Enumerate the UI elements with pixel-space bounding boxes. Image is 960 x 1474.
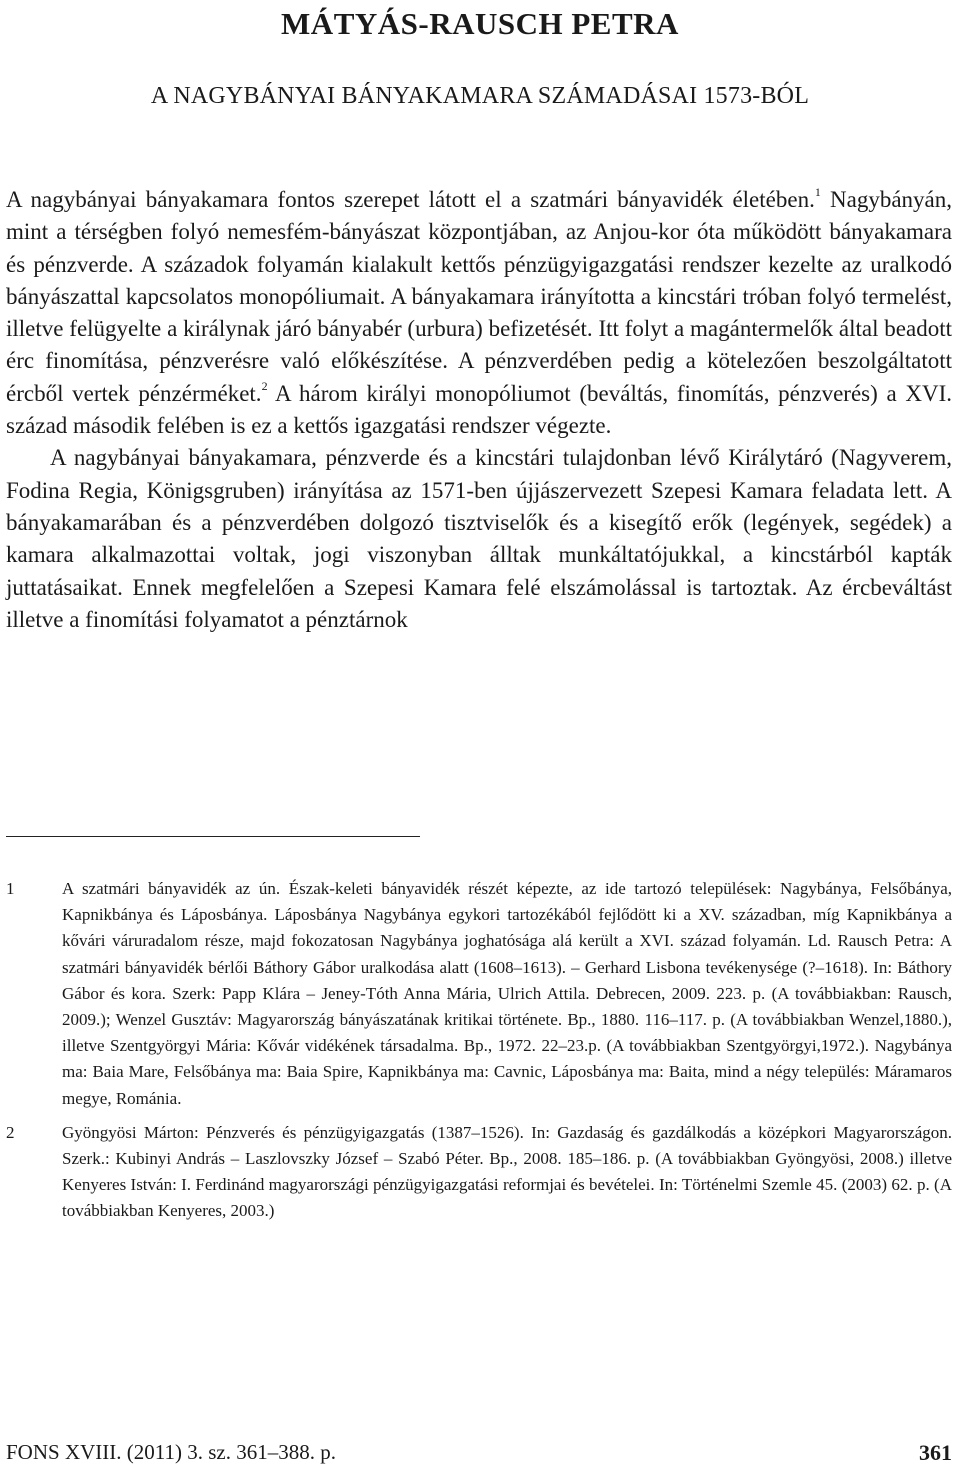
footnote-1 xyxy=(6,876,952,1112)
article-body xyxy=(6,184,952,636)
journal-citation: FONS XVIII. (2011) 3. sz. 361–388. p. xyxy=(6,1440,336,1464)
footnote-2 xyxy=(6,1120,952,1225)
footnote-ref-1[interactable]: 1 xyxy=(814,185,821,200)
article-title: A NAGYBÁNYAI BÁNYAKAMARA SZÁMADÁSAI 1573-BÓL xyxy=(150,83,810,109)
footnotes xyxy=(6,876,952,1233)
footnote-ref-2[interactable]: 2 xyxy=(261,379,268,394)
paragraph-2: A nagybányai bányakamara, pénzverde és a kincstári tulajdonban lévő Királytáró (Nagyverem, Fodina Regia, Königsgruben) irányítása az 1571-ben újjászervezett Szepesi Kamara feladata lett. A bányakamarában és a pénzverdében dolgozó tisztviselők és a kisegítő erők (legények, segédek) a kamara alkalmazottai voltak, jogi viszonyban álltak munkáltatójukkal, a kincstárból kapták juttatásaikat. Ennek megfelelően a Szepesi Kamara felé elszámolással is tartoztak. Az ércbeváltást illetve a finomítási folyamatot a pénztárnok xyxy=(6,445,952,632)
page-footer xyxy=(6,1440,952,1470)
author-name: MÁTYÁS-RAUSCH PETRA xyxy=(281,6,679,41)
paragraph-1-part-c: A három királyi monopóliumot (beváltás, finomítás, pénzverés) a XVI. század második felében is ez a kettős igazgatási rendszer végezte. xyxy=(6,380,952,439)
footnote-text: Gyöngyösi Márton: Pénzverés és pénzügyigazgatás (1387–1526). In: Gazdaság és gazdálkodás a középkori Magyarországon. Szerk.: Kubinyi András – Laszlovszky József – Szabó Péter. Bp., 2008. 185–186. p. (A továbbiakban Gyöngyösi, 2008.) illetve Kenyeres István: I. Ferdinánd magyarországi pénzügyigazgatási reformjai és bevételei. In: Történelmi Szemle 45. (2003) 62. p. (A továbbiakban Kenyeres, 2003.) xyxy=(62,1122,952,1221)
footnote-text: A szatmári bányavidék az ún. Észak-keleti bányavidék részét képezte, az ide tartozó települések: Nagybánya, Felsőbánya, Kapnikbánya és Láposbánya. Láposbánya Nagybánya egykori tartozékából fejlődött ki a XV. században, míg Kapnikbánya a kővári váruradalom része, majd fokozatosan Nagybánya joghatósága alá került a XVI. század folyamán. Ld. Rausch Petra: A szatmári bányavidék bérlői Báthory Gábor uralkodása alatt (1608–1613). – Gerhard Lisbona tevékenysége (?–1618). In: Báthory Gábor és kora. Szerk: Papp Klára – Jeney-Tóth Anna Mária, Ulrich Attila. Debrecen, 2009. 223. p. (A továbbiakban: Rausch, 2009.); Wenzel Gusztáv: Magyarország bányászatának kritikai története. Bp., 1880. 116–117. p. (A továbbiakban Wenzel,1880.), illetve Szentgyörgyi Mária: Kővár vidékének társadalma. Bp., 1972. 22–23.p. (A továbbiakban Szentgyörgyi,1972.). Nagybánya ma: Baia Mare, Felsőbánya ma: Baia Spire, Kapnikbánya ma: Cavnic, Láposbánya ma: Baita, mind a négy település: Máramaros megye, Románia. xyxy=(62,879,952,1108)
paragraph-1-part-b: Nagybányán, mint a térségben folyó nemesfém-bányászat központjában, az Anjou-kor óta működött bányakamara és pénzverde. A századok folyamán kialakult kettős pénzügyigazgatási rendszer kezelte az uralkodó bányászattal kapcsolatos monopóliumait. A bányakamara irányította a kincstári tróban folyó termelést, illetve felügyelte a királynak járó bányabér (urbura) befizetését. Itt folyt a magántermelők által beadott érc finomítása, pénzverésre való előkészítése. A pénzverdében pedig a kötelezően beszolgáltatott ércből vertek pénzérméket. xyxy=(6,187,952,406)
page-number: 361 xyxy=(919,1440,952,1465)
paragraph-1 xyxy=(6,184,952,442)
footnote-number: 2 xyxy=(6,1122,15,1142)
footnote-number: 1 xyxy=(6,879,15,898)
footnote-separator xyxy=(6,836,420,837)
paragraph-1-part-a: A nagybányai bányakamara fontos szerepet látott el a szatmári bányavidék életében. xyxy=(6,187,815,212)
